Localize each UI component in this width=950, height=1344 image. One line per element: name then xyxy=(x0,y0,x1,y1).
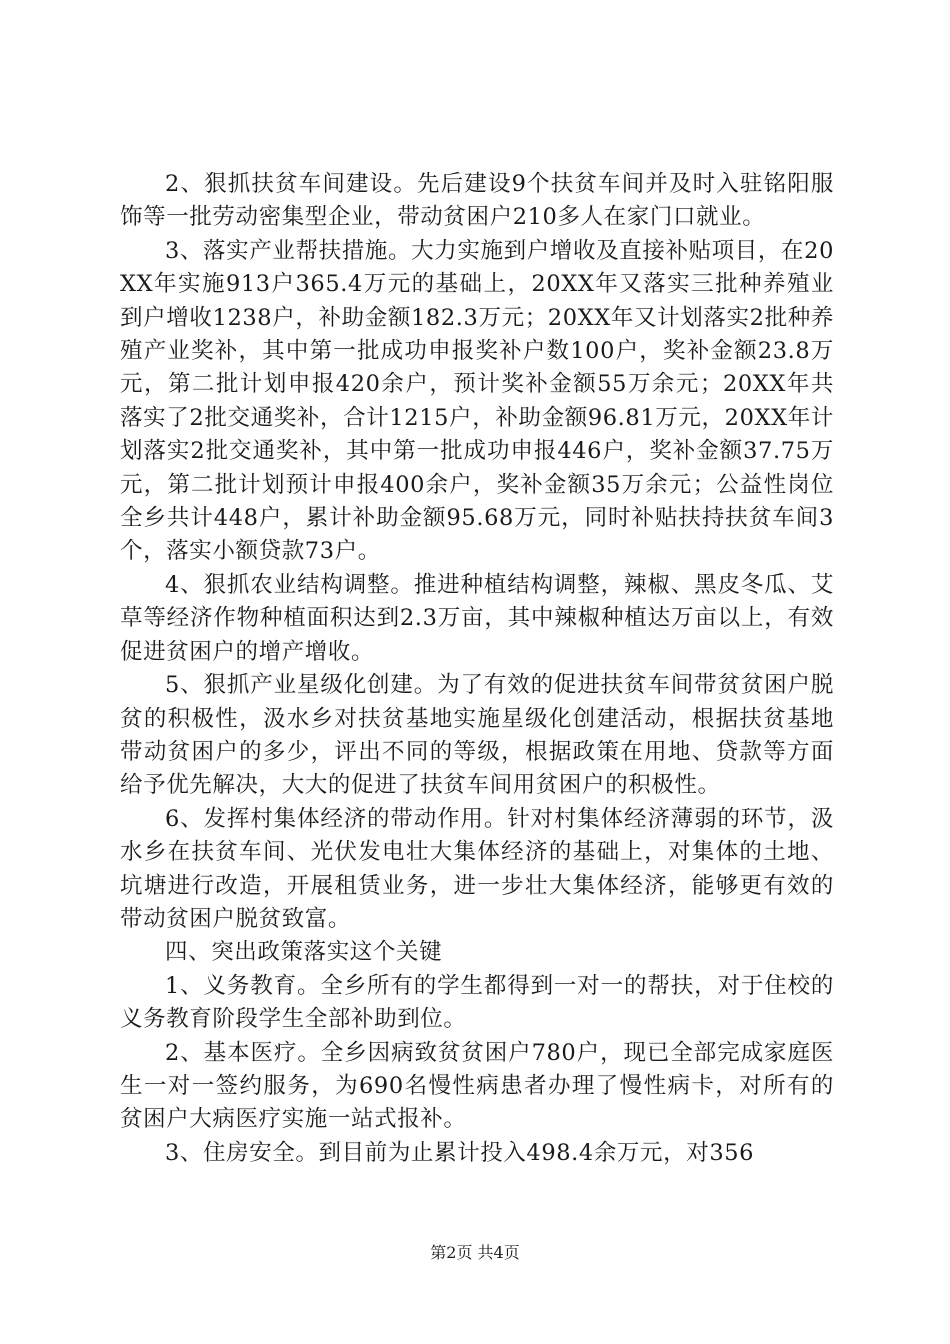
paragraph-industry-support: 3、落实产业帮扶措施。大力实施到户增收及直接补贴项目，在20XX年实施913户365.4万元的基础上，20XX年又落实三批种养殖业到户增收1238户，补助金额182.3万元；20XX年又计划落实2批种养殖产业奖补，其中第一批成功申报奖补户数100户，奖补金额23.8万元，第二批计划申报420余户，预计奖补金额55万余元；20XX年共落实了2批交通奖补，合计1215户，补助金额96.81万元，20XX年计划落实2批交通奖补，其中第一批成功申报446户，奖补金额37.75万元，第二批计划预计申报400余户，奖补金额35万余元；公益性岗位全乡共计448户，累计补助金额95.68万元，同时补贴扶持扶贫车间3个，落实小额贷款73户。 xyxy=(120,237,834,565)
paragraph-collective-economy: 6、发挥村集体经济的带动作用。针对村集体经济薄弱的环节，汲水乡在扶贫车间、光伏发电壮大集体经济的基础上，对集体的土地、坑塘进行改造，开展租赁业务，进一步壮大集体经济，能够更有效的带动贫困户脱贫致富。 xyxy=(120,805,834,932)
page-footer: 第2页 共4页 xyxy=(430,1243,520,1262)
paragraph-agri-structure: 4、狠抓农业结构调整。推进种植结构调整，辣椒、黑皮冬瓜、艾草等经济作物种植面积达到2.3万亩，其中辣椒种植达万亩以上，有效促进贫困户的增产增收。 xyxy=(120,571,834,665)
document-body xyxy=(120,168,834,1170)
section-heading-policy: 四、突出政策落实这个关键 xyxy=(165,939,443,966)
paragraph-workshop: 2、狠抓扶贫车间建设。先后建设9个扶贫车间并及时入驻铭阳服饰等一批劳动密集型企业，带动贫困户210多人在家门口就业。 xyxy=(120,171,834,231)
paragraph-education: 1、义务教育。全乡所有的学生都得到一对一的帮扶，对于住校的义务教育阶段学生全部补助到位。 xyxy=(120,972,834,1033)
paragraph-star-rating: 5、狠抓产业星级化创建。为了有效的促进扶贫车间带贫贫困户脱贫的积极性，汲水乡对扶贫基地实施星级化创建活动，根据扶贫基地带动贫困户的多少，评出不同的等级，根据政策在用地、贷款等方面给予优先解决，大大的促进了扶贫车间用贫困户的积极性。 xyxy=(120,672,834,799)
paragraph-housing: 3、住房安全。到目前为止累计投入498.4余万元，对356 xyxy=(165,1139,755,1166)
paragraph-medical: 2、基本医疗。全乡因病致贫贫困户780户，现已全部完成家庭医生一对一签约服务，为690名慢性病患者办理了慢性病卡，对所有的贫困户大病医疗实施一站式报补。 xyxy=(120,1039,834,1133)
